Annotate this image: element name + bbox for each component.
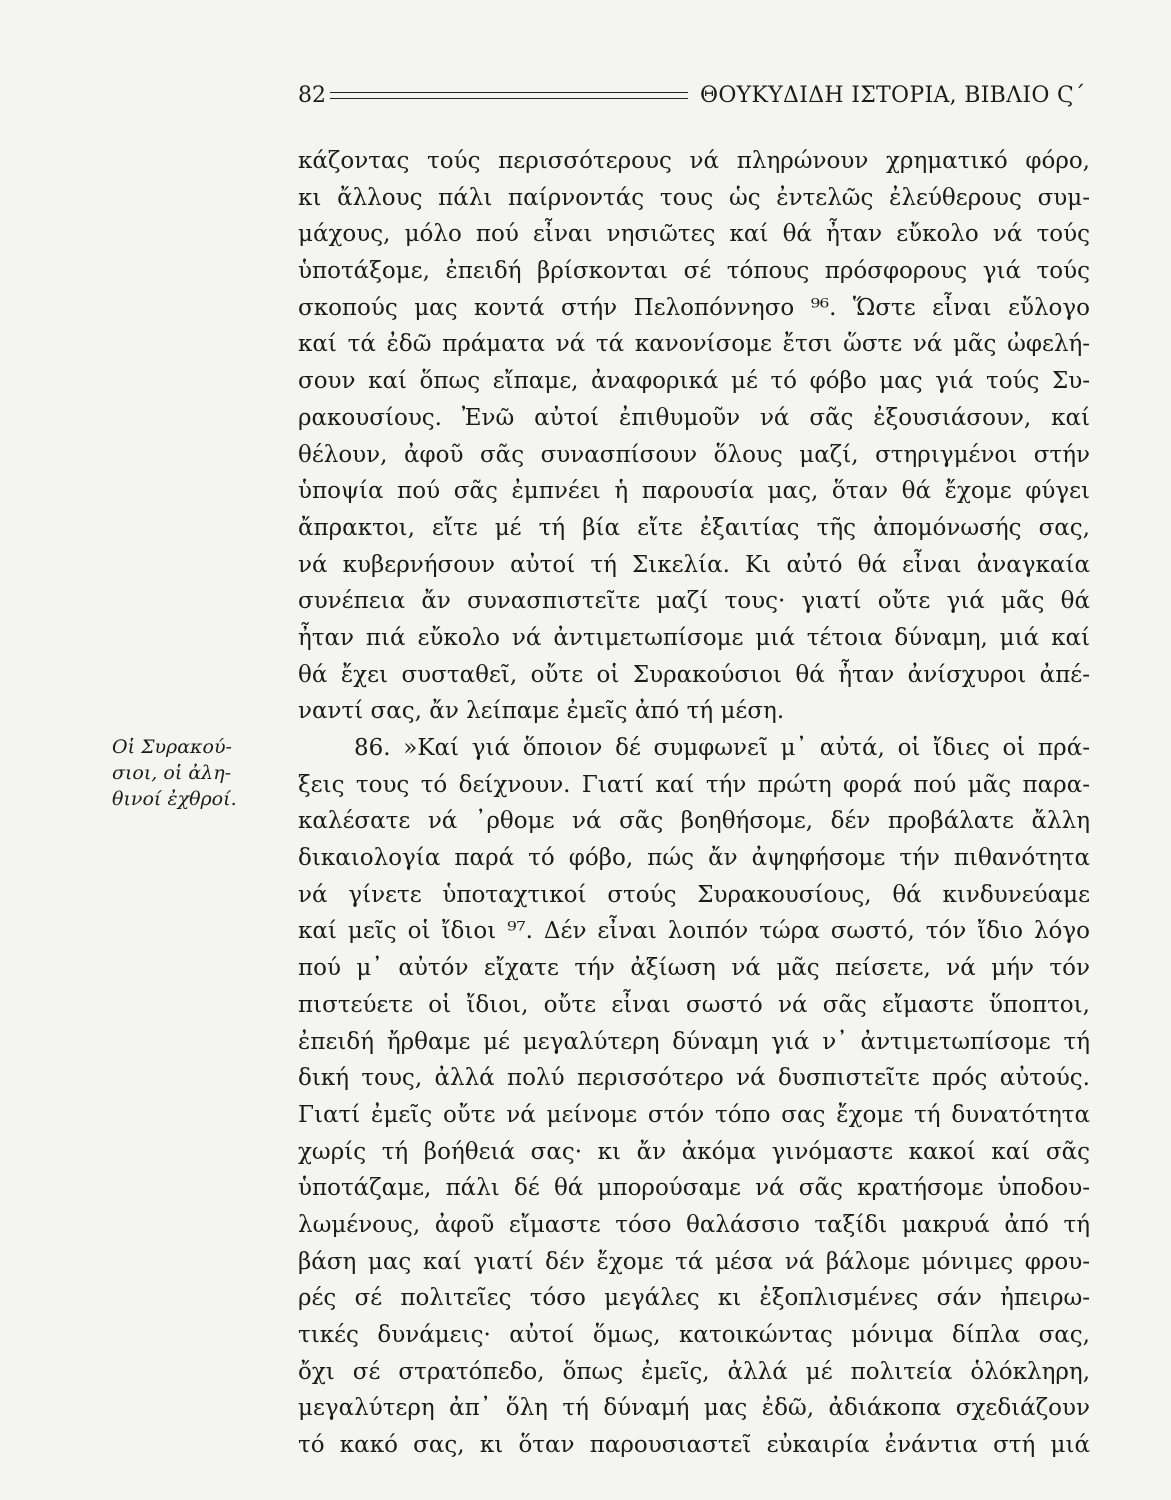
text-line: κάζοντας τούς περισσότερους νά πληρώνουν χρηματικό φόρο, (298, 148, 1090, 174)
text-line: καί μεῖς οἱ ἴδιοι ⁹⁷. Δέν εἶναι λοιπόν τώρα σωστό, τόν ἴδιο λόγο (298, 918, 1090, 945)
text-line: ἦταν πιά εὔκολο νά ἀντιμετωπίσομε μιά τέτοια δύναμη, μιά καί (298, 624, 1090, 651)
text-line: τικές δυνάμεις· αὐτοί ὅμως, κατοικώντας μόνιμα δίπλα σας, (298, 1322, 1090, 1348)
margin-note (112, 734, 262, 812)
text-line: καί τά ἐδῶ πράματα νά τά κανονίσομε ἔτσι ὥστε νά μᾶς ὠφελή- (298, 331, 1090, 358)
text-line: νά κυβερνήσουν αὐτοί τή Σικελία. Κι αὐτό θά εἶναι ἀναγκαία (298, 551, 1090, 578)
text-line: ξεις τους τό δείχνουν. Γιατί καί τήν πρώτη φορά πού μᾶς παρα- (298, 771, 1090, 798)
text-line: δική τους, ἀλλά πολύ περισσότερο νά δυσπιστεῖτε πρός αὐτούς. (298, 1065, 1090, 1092)
text-line: ἐπειδή ἤρθαμε μέ μεγαλύτερη δύναμη γιά ν᾽ ἀντιμετωπίσομε τή (298, 1028, 1090, 1055)
text-line: πού μ᾽ αὐτόν εἴχατε τήν ἀξίωση νά μᾶς πείσετε, νά μήν τόν (298, 955, 1090, 982)
margin-note-line: θινοί ἐχθροί. (112, 788, 237, 810)
text-line: ὑποτάξομε, ἐπειδή βρίσκονται σέ τόπους πρόσφορους γιά τούς (298, 258, 1090, 285)
text-line: τό κακό σας, κι ὅταν παρουσιαστεῖ εὐκαιρία ἐνάντια στή μιά (298, 1432, 1090, 1459)
text-line: νά γίνετε ὑποταχτικοί στούς Συρακουσίους, θά κινδυνεύαμε (298, 881, 1090, 908)
text-line: σκοπούς μας κοντά στήν Πελοπόννησο ⁹⁶. Ὥστε εἶναι εὔλογο (298, 294, 1090, 321)
text-line: λωμένους, ἀφοῦ εἴμαστε τόσο θαλάσσιο ταξίδι μακρυά ἀπό τή (298, 1211, 1090, 1238)
text-line: ὄχι σέ στρατόπεδο, ὅπως ἐμεῖς, ἀλλά μέ πολιτεία ὁλόκληρη, (298, 1358, 1090, 1385)
text-line: καλέσατε νά ᾽ρθομε νά σᾶς βοηθήσομε, δέν προβάλατε ἄλλη (298, 808, 1090, 835)
text-line: δικαιολογία παρά τό φόβο, πώς ἄν ἀψηφήσομε τήν πιθανότητα (298, 845, 1090, 872)
text-line: μάχους, μόλο πού εἶναι νησιῶτες καί θά ἦταν εὔκολο νά τούς (298, 221, 1090, 248)
text-line: ὑποψία πού σᾶς ἐμπνέει ἡ παρουσία μας, ὅταν θά ἔχομε φύγει (298, 478, 1090, 505)
text-line: συνέπεια ἄν συνασπιστεῖτε μαζί τους· γιατί οὔτε γιά μᾶς θά (298, 588, 1090, 615)
text-line: Γιατί ἐμεῖς οὔτε νά μείνομε στόν τόπο σας ἔχομε τή δυνατότητα (298, 1101, 1090, 1128)
text-line: μεγαλύτερη ἀπ᾽ ὅλη τή δύναμή μας ἐδῶ, ἀδιάκοπα σχεδιάζουν (298, 1395, 1090, 1422)
text-line-paragraph-start: 86. »Καί γιά ὅποιον δέ συμφωνεῖ μ᾽ αὐτά, οἱ ἴδιες οἱ πρά- (354, 735, 1090, 761)
text-line: θέλουν, ἀφοῦ σᾶς συνασπίσουν ὅλους μαζί, στηριγμένοι στήν (298, 441, 1090, 468)
text-line: ὑποτάζαμε, πάλι δέ θά μπορούσαμε νά σᾶς κρατήσομε ὑποδου- (298, 1175, 1090, 1202)
margin-note-line: σιοι, οἱ ἀλη- (112, 762, 231, 784)
body-text (298, 143, 1090, 1464)
text-line: σουν καί ὅπως εἴπαμε, ἀναφορικά μέ τό φόβο μας γιά τούς Συ- (298, 368, 1090, 395)
running-title: ΘΟΥΚΥΔΙΔΗ ΙΣΤΟΡΙΑ, ΒΙΒΛΙΟ Ϛ΄ (700, 83, 1086, 108)
page-header (298, 82, 1090, 112)
text-line: βάση μας καί γιατί δέν ἔχομε τά μέσα νά βάλομε μόνιμες φρου- (298, 1248, 1090, 1275)
text-line: κι ἄλλους πάλι παίρνοντάς τους ὡς ἐντελῶς ἐλεύθερους συμ- (298, 184, 1090, 211)
text-line: ναντί σας, ἄν λείπαμε ἐμεῖς ἀπό τή μέση. (298, 698, 785, 725)
text-line: θά ἔχει συσταθεῖ, οὔτε οἱ Συρακούσιοι θά ἦταν ἀνίσχυροι ἀπέ- (298, 661, 1090, 688)
header-double-rule (330, 92, 688, 99)
text-line: ρές σέ πολιτεῖες τόσο μεγάλες κι ἐξοπλισμένες σάν ἠπειρω- (298, 1285, 1090, 1312)
margin-note-line: Οἱ Συρακού- (112, 736, 232, 758)
text-line: πιστεύετε οἱ ἴδιοι, οὔτε εἶναι σωστό νά σᾶς εἴμαστε ὕποπτοι, (298, 991, 1090, 1018)
text-line: ρακουσίους. Ἐνῶ αὐτοί ἐπιθυμοῦν νά σᾶς ἐξουσιάσουν, καί (298, 404, 1090, 431)
text-line: ἄπρακτοι, εἴτε μέ τή βία εἴτε ἐξαιτίας τῆς ἀπομόνωσής σας, (298, 514, 1090, 541)
text-line: χωρίς τή βοήθειά σας· κι ἄν ἀκόμα γινόμαστε κακοί καί σᾶς (298, 1138, 1090, 1165)
page-number: 82 (298, 83, 326, 108)
